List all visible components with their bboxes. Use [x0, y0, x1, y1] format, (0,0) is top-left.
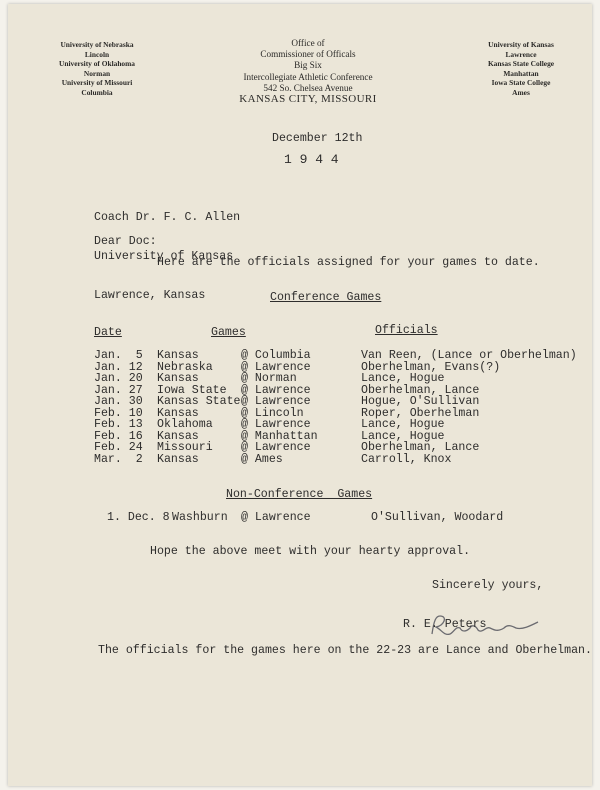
game-site: @ Norman: [241, 372, 297, 385]
letter-date: December 12th: [272, 132, 363, 145]
salutation: Dear Doc:: [94, 235, 157, 248]
letterhead-left-line: Columbia: [81, 87, 113, 97]
game-site: @ Lawrence: [241, 441, 311, 454]
letterhead-left-line: Norman: [83, 68, 111, 78]
game-date: Jan. 12: [94, 360, 143, 374]
game-team: Iowa State: [157, 383, 227, 397]
letterhead-center-line: Commissioner of Officals: [260, 49, 356, 60]
letterhead-city: KANSAS CITY, MISSOURI: [239, 93, 377, 106]
game-site: @ Ames: [241, 452, 283, 466]
game-site: @ Lincoln: [241, 406, 304, 420]
letterhead-right-line: Iowa State College: [491, 78, 551, 88]
game-team: Kansas: [157, 349, 199, 362]
letterhead-center-line: Intercollegiate Athletic Conference: [243, 71, 373, 82]
game-team: Kansas: [157, 452, 199, 466]
game-officials: Oberhelman, Lance: [361, 383, 480, 397]
recipient-line: Coach Dr. F. C. Allen: [94, 211, 241, 224]
letterhead-left-line: Lincoln: [84, 49, 110, 59]
letterhead-center: [208, 38, 408, 105]
game-site: @ Manhattan: [241, 429, 318, 443]
conference-games-title: Conference Games: [270, 291, 382, 304]
game-officials: Oberhelman, Lance: [361, 441, 480, 454]
game-date: Jan. 20: [94, 372, 143, 385]
signer-name: R. E. Peters: [403, 618, 487, 631]
header-date: Date: [94, 326, 122, 339]
postscript: The officials for the games here on the 22-23 are Lance and Oberhelman.: [98, 644, 592, 657]
game-team: Kansas State: [157, 395, 241, 408]
game-date: 1. Dec. 8: [107, 511, 170, 524]
game-officials: Lance, Hogue: [361, 418, 445, 431]
letterhead-left-line: University of Nebraska: [60, 40, 134, 49]
letter-year: 1 9 4 4: [284, 152, 339, 167]
game-date: Feb. 16: [94, 429, 143, 443]
letterhead-center-line: Big Six: [294, 60, 322, 71]
game-team: Oklahoma: [157, 418, 213, 431]
game-site: @ Lawrence: [241, 383, 311, 397]
game-site: @ Lawrence: [241, 511, 311, 524]
game-officials: O'Sullivan, Woodard: [371, 511, 504, 524]
game-team: Nebraska: [157, 360, 213, 374]
game-officials: Lance, Hogue: [361, 429, 445, 443]
recipient-line: Lawrence, Kansas: [94, 289, 206, 302]
game-team: Kansas: [157, 372, 199, 385]
letterhead-left-line: University of Missouri: [61, 78, 133, 88]
letterhead-right-line: Kansas State College: [487, 59, 555, 69]
letterhead-center-line: 542 So. Chelsea Avenue: [263, 82, 353, 93]
game-site: @ Columbia: [241, 349, 311, 362]
game-site: @ Lawrence: [241, 395, 311, 408]
game-team: Missouri: [157, 441, 213, 454]
game-team: Washburn: [172, 511, 228, 524]
letter-page: [8, 4, 592, 786]
game-date: Jan. 5: [94, 349, 143, 362]
game-date: Mar. 2: [94, 452, 143, 466]
letterhead-right-line: Manhattan: [503, 68, 539, 78]
letterhead-center-line: Office of: [291, 38, 325, 48]
game-site: @ Lawrence: [241, 360, 311, 374]
game-officials: Hogue, O'Sullivan: [361, 395, 480, 408]
game-officials: Carroll, Knox: [361, 452, 452, 466]
header-officials: Officials: [375, 324, 438, 337]
game-date: Jan. 30: [94, 395, 143, 408]
intro-paragraph: Here are the officials assigned for your games to date.: [157, 256, 540, 269]
letterhead-right-line: University of Kansas: [488, 40, 554, 49]
nonconference-games-title: Non-Conference Games: [226, 488, 373, 501]
game-date: Feb. 13: [94, 418, 143, 431]
game-date: Jan. 27: [94, 383, 143, 397]
letterhead-left-line: University of Oklahoma: [59, 59, 135, 69]
recipient-line: University of Kansas: [94, 250, 234, 263]
game-date: Feb. 24: [94, 441, 143, 454]
game-officials: Lance, Hogue: [361, 372, 445, 385]
game-team: Kansas: [157, 406, 199, 420]
valediction: Sincerely yours,: [432, 579, 544, 592]
header-games: Games: [211, 326, 246, 339]
letterhead-left: [32, 40, 162, 98]
game-site: @ Lawrence: [241, 418, 311, 431]
game-officials: Oberhelman, Evans(?): [361, 360, 501, 374]
letterhead-right: [456, 40, 586, 98]
letterhead-right-line: Ames: [512, 87, 530, 97]
game-date: Feb. 10: [94, 406, 143, 420]
letterhead-right-line: Lawrence: [505, 49, 537, 59]
game-officials: Roper, Oberhelman: [361, 406, 480, 420]
game-officials: Van Reen, (Lance or Oberhelman): [361, 349, 577, 362]
game-team: Kansas: [157, 429, 199, 443]
closing-line: Hope the above meet with your hearty approval.: [150, 545, 471, 558]
